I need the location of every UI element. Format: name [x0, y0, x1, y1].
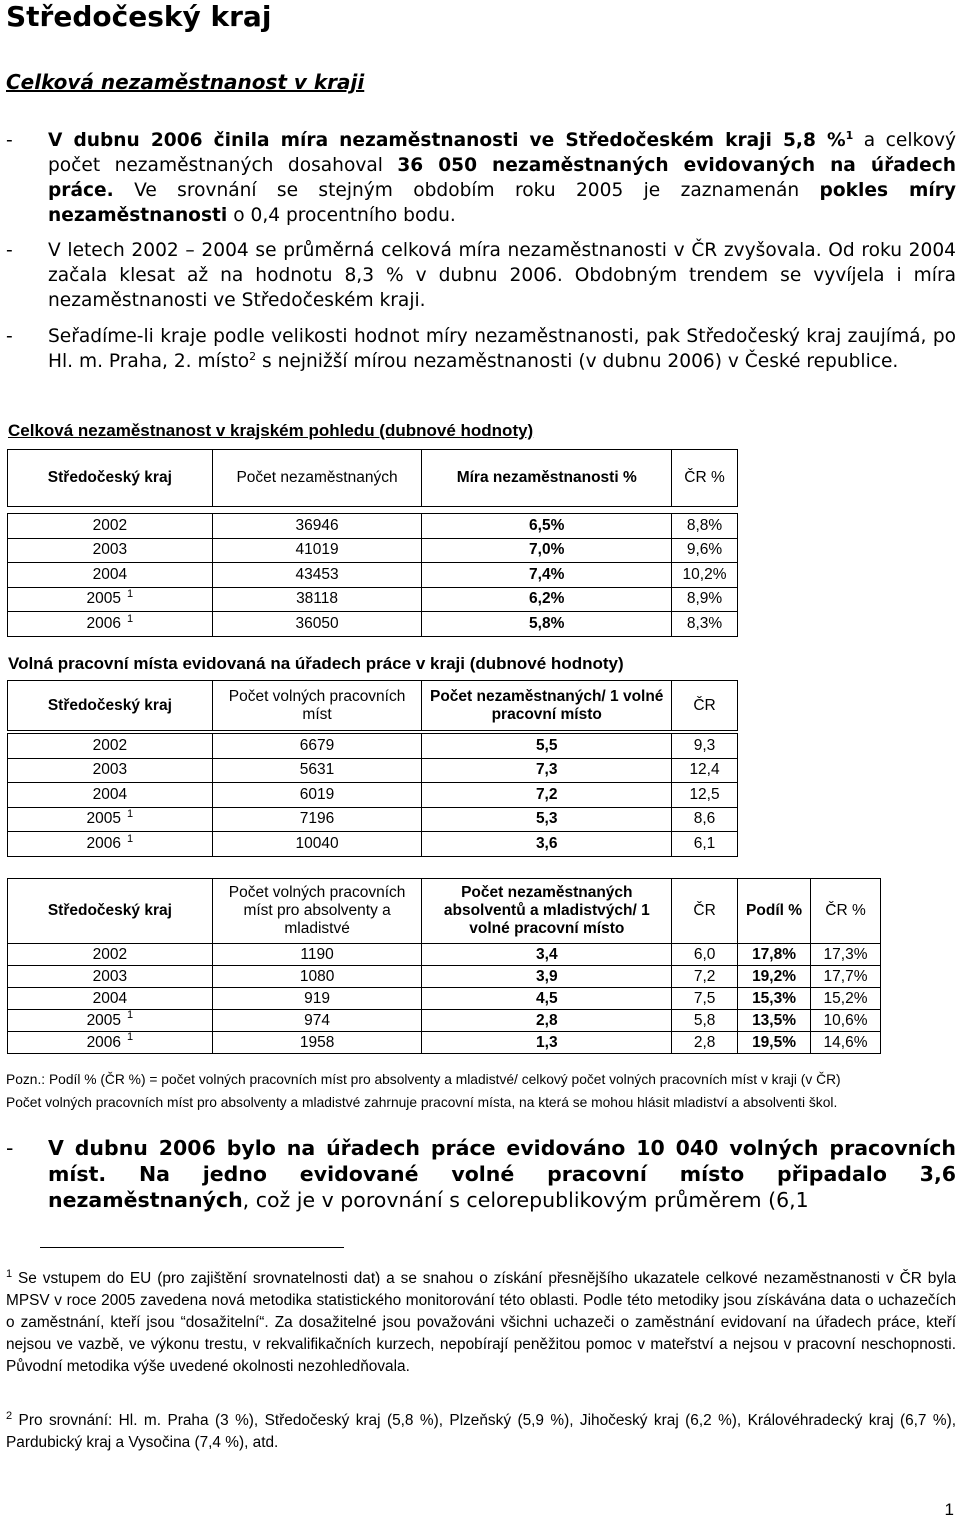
table2-caption: Volná pracovní místa evidovaná na úřadech práce v kraji (dubnové hodnoty) [8, 654, 624, 673]
value-cell: 12,4 [672, 758, 738, 783]
year-value: 2002 [92, 736, 128, 754]
bullet-1 [6, 128, 956, 228]
year-cell [8, 1032, 213, 1054]
note-2: Počet volných pracovních míst pro absolventy a mladistvé zahrnuje pracovní místa, na která se mohou hlásit mladiství a absolventi škol. [6, 1095, 838, 1110]
footnote-1 [6, 1268, 956, 1378]
year-value: 2003 [92, 967, 128, 985]
bullet-2 [6, 238, 956, 313]
bullet-text-part: o 0,4 procentního bodu. [227, 205, 456, 226]
table-row [8, 807, 738, 832]
value-cell: 1958 [212, 1032, 422, 1054]
value-cell: 5,3 [422, 807, 672, 832]
page-number: 1 [944, 1500, 954, 1519]
value-cell: 10,2% [672, 563, 738, 588]
bullet-text-part: , což je v porovnání s celorepublikovým průměrem (6,1 [242, 1188, 809, 1212]
year-value: 2006 [86, 834, 122, 852]
value-cell: 6,5% [422, 514, 672, 539]
year-cell [8, 988, 213, 1010]
value-cell: 13,5% [738, 1010, 811, 1032]
value-cell: 6,0 [672, 944, 738, 966]
year-cell [8, 514, 213, 539]
year-value: 2005 [86, 1011, 122, 1029]
value-cell: 5,8 [672, 1010, 738, 1032]
value-cell: 6019 [212, 783, 422, 808]
header-cell: ČR % [672, 450, 738, 507]
value-cell: 3,6 [422, 832, 672, 857]
table-header-row [8, 879, 881, 944]
table-row [8, 832, 738, 857]
value-cell: 3,4 [422, 944, 672, 966]
value-cell: 6,2% [422, 587, 672, 612]
value-cell: 7,5 [672, 988, 738, 1010]
year-value: 2002 [92, 516, 128, 534]
value-cell: 19,5% [738, 1032, 811, 1054]
header-cell: Podíl % [738, 879, 811, 944]
bullet-text-part: Seřadíme-li kraje podle velikosti hodnot míry nezaměstnanosti, pak Středočeský kraj zaujímá, po Hl. m. Praha, 2. místo [48, 326, 956, 372]
value-cell: 14,6% [811, 1032, 881, 1054]
value-cell: 974 [212, 1010, 422, 1032]
value-cell: 10040 [212, 832, 422, 857]
year-value: 2002 [92, 945, 128, 963]
table-row [8, 988, 881, 1010]
bullet-text: V letech 2002 – 2004 se průměrná celková míra nezaměstnanosti v ČR zvyšovala. Od roku 2004 začala klesat až na hodnotu 8,3 % v dubnu 2006. Obdobným trendem se vyvíjela i míra nezaměstnanosti ve Středočeském kraji. [48, 240, 956, 311]
footnote-ref: 1 [845, 128, 854, 142]
spacer-row [8, 507, 738, 514]
value-cell: 36050 [212, 612, 422, 637]
table-row [8, 563, 738, 588]
value-cell: 7,4% [422, 563, 672, 588]
value-cell: 5631 [212, 758, 422, 783]
table-row [8, 514, 738, 539]
year-cell [8, 734, 213, 759]
bullet-text-part: Ve srovnání se stejným obdobím roku 2005 je zaznamenán [113, 180, 820, 201]
value-cell: 919 [212, 988, 422, 1010]
value-cell: 1080 [212, 966, 422, 988]
value-cell: 7,2 [672, 966, 738, 988]
bullet-bold: V dubnu 2006 činila míra nezaměstnanosti ve Středočeském kraji 5,8 % [48, 130, 846, 151]
year-cell [8, 538, 213, 563]
value-cell: 6,1 [672, 832, 738, 857]
note-1: Pozn.: Podíl % (ČR %) = počet volných pracovních míst pro absolventy a mladistvé/ celkový počet volných pracovních míst v kraji (v ČR) [6, 1072, 841, 1087]
footnote-ref: 2 [249, 349, 257, 363]
table-row [8, 783, 738, 808]
value-cell: 10,6% [811, 1010, 881, 1032]
table-row [8, 612, 738, 637]
year-cell [8, 944, 213, 966]
bullet-dash: - [6, 130, 13, 151]
year-cell [8, 783, 213, 808]
value-cell: 4,5 [422, 988, 672, 1010]
value-cell: 8,9% [672, 587, 738, 612]
bullet-bold: pokles míry nezaměstnanosti [48, 180, 956, 226]
value-cell: 7,0% [422, 538, 672, 563]
value-cell: 7196 [212, 807, 422, 832]
year-value: 2004 [92, 989, 128, 1007]
bullet-text [48, 1135, 956, 1213]
value-cell: 41019 [212, 538, 422, 563]
value-cell: 19,2% [738, 966, 811, 988]
year-value: 2004 [92, 565, 128, 583]
year-cell [8, 758, 213, 783]
page-title: Středočeský kraj [6, 0, 272, 33]
table-row [8, 587, 738, 612]
footnote-2 [6, 1410, 956, 1454]
value-cell: 2,8 [672, 1032, 738, 1054]
year-value: 2006 [86, 614, 122, 632]
header-cell: Středočeský kraj [8, 450, 213, 507]
header-cell: Počet nezaměstnaných/ 1 volné pracovní místo [422, 681, 672, 731]
value-cell: 6679 [212, 734, 422, 759]
header-cell: Počet volných pracovních míst pro absolventy a mladistvé [212, 879, 422, 944]
header-cell: ČR [672, 681, 738, 731]
table-row [8, 1032, 881, 1054]
year-value: 2005 [86, 590, 122, 608]
value-cell: 8,6 [672, 807, 738, 832]
bullet-bold: 36 050 nezaměstnaných evidovaných na úřadech práce. [48, 155, 956, 201]
table-row [8, 1010, 881, 1032]
value-cell: 17,7% [811, 966, 881, 988]
year-value: 2003 [92, 541, 128, 559]
bullet-bold: V dubnu 2006 bylo na úřadech práce evidováno 10 040 volných pracovních míst. Na jedno evidované volné pracovní místo připadalo 3,6 nezaměstnaných [48, 1136, 956, 1212]
footnote-ref: 1 [127, 1009, 134, 1022]
header-cell: Středočeský kraj [8, 879, 213, 944]
value-cell: 1,3 [422, 1032, 672, 1054]
value-cell: 15,3% [738, 988, 811, 1010]
table-row [8, 538, 738, 563]
value-cell: 7,2 [422, 783, 672, 808]
table-row [8, 734, 738, 759]
table-row [8, 758, 738, 783]
table-header-row [8, 450, 738, 507]
value-cell: 36946 [212, 514, 422, 539]
table-unemployment [7, 449, 738, 637]
table-graduates [7, 878, 881, 1054]
year-cell [8, 587, 213, 612]
header-cell: Počet nezaměstnaných [212, 450, 422, 507]
footnote-ref: 1 [127, 1031, 134, 1044]
value-cell: 15,2% [811, 988, 881, 1010]
value-cell: 8,3% [672, 612, 738, 637]
bullet-dash: - [6, 1136, 14, 1160]
value-cell: 1190 [212, 944, 422, 966]
table-row [8, 966, 881, 988]
footnote-number: 1 [6, 1267, 13, 1280]
value-cell: 9,3 [672, 734, 738, 759]
footnote-separator [40, 1247, 344, 1248]
value-cell: 5,5 [422, 734, 672, 759]
bullet-text-part: s nejnižší mírou nezaměstnanosti (v dubnu 2006) v České republice. [256, 351, 899, 372]
header-cell: Počet nezaměstnaných absolventů a mladistvých/ 1 volné pracovní místo [422, 879, 672, 944]
value-cell: 12,5 [672, 783, 738, 808]
footnote-ref: 1 [127, 832, 134, 845]
footnote-ref: 1 [127, 612, 134, 625]
value-cell: 17,3% [811, 944, 881, 966]
footnote-ref: 1 [127, 588, 134, 601]
footnote-number: 2 [6, 1409, 13, 1422]
bullet-dash: - [6, 240, 13, 261]
year-cell [8, 563, 213, 588]
year-cell [8, 1010, 213, 1032]
bullet-text-part: a celkový počet nezaměstnaných dosahoval [48, 130, 956, 176]
value-cell: 7,3 [422, 758, 672, 783]
header-cell: Míra nezaměstnanosti % [422, 450, 672, 507]
table1-caption: Celková nezaměstnanost v krajském pohledu (dubnové hodnoty) [8, 421, 534, 440]
year-value: 2003 [92, 761, 128, 779]
value-cell: 9,6% [672, 538, 738, 563]
header-cell: ČR % [811, 879, 881, 944]
header-cell: Středočeský kraj [8, 681, 213, 731]
year-cell [8, 832, 213, 857]
year-value: 2005 [86, 810, 122, 828]
value-cell: 8,8% [672, 514, 738, 539]
year-value: 2006 [86, 1033, 122, 1051]
table-row [8, 944, 881, 966]
header-cell: Počet volných pracovních míst [212, 681, 422, 731]
value-cell: 2,8 [422, 1010, 672, 1032]
bullet-text [48, 324, 956, 374]
year-cell [8, 807, 213, 832]
footnote-text: Se vstupem do EU (pro zajištění srovnatelnosti dat) a se snahou o získání přesnějšího ukazatele celkové nezaměstnanosti v ČR byla MPSV v roce 2005 zavedena nová metodika statistického monitorování této oblasti. Podle této metodiky jsou získávána data o uchazečích o zaměstnání, kteří jsou “dosažitelní“. Za dosažitelné jsou považováni všichni uchazeči o zaměstnání evidovaní na úřadech práce, kteří nejsou ve vazbě, ve výkonu trestu, v rekvalifikačních kurzech, nepobírají peněžitou pomoc v mateřství a nejsou v pracovní neschopnosti. Původní metodika výše uvedené okolnosti nezohledňovala. [6, 1270, 956, 1375]
bullet-3 [6, 324, 956, 374]
table-vacancies [7, 680, 738, 857]
value-cell: 43453 [212, 563, 422, 588]
value-cell: 5,8% [422, 612, 672, 637]
value-cell: 3,9 [422, 966, 672, 988]
year-value: 2004 [92, 785, 128, 803]
footnote-ref: 1 [127, 808, 134, 821]
bullet-dash: - [6, 326, 13, 347]
value-cell: 38118 [212, 587, 422, 612]
value-cell: 17,8% [738, 944, 811, 966]
year-cell [8, 612, 213, 637]
footnote-text: Pro srovnání: Hl. m. Praha (3 %), Středočeský kraj (5,8 %), Plzeňský (5,9 %), Jihočeský kraj (6,2 %), Královéhradecký kraj (6,7 %), Pardubický kraj a Vysočina (7,4 %), atd. [6, 1412, 956, 1451]
bullet-4 [6, 1135, 956, 1213]
year-cell [8, 966, 213, 988]
section-title: Celková nezaměstnanost v kraji [6, 70, 365, 94]
table-header-row [8, 681, 738, 731]
header-cell: ČR [672, 879, 738, 944]
bullet-text [48, 128, 956, 228]
